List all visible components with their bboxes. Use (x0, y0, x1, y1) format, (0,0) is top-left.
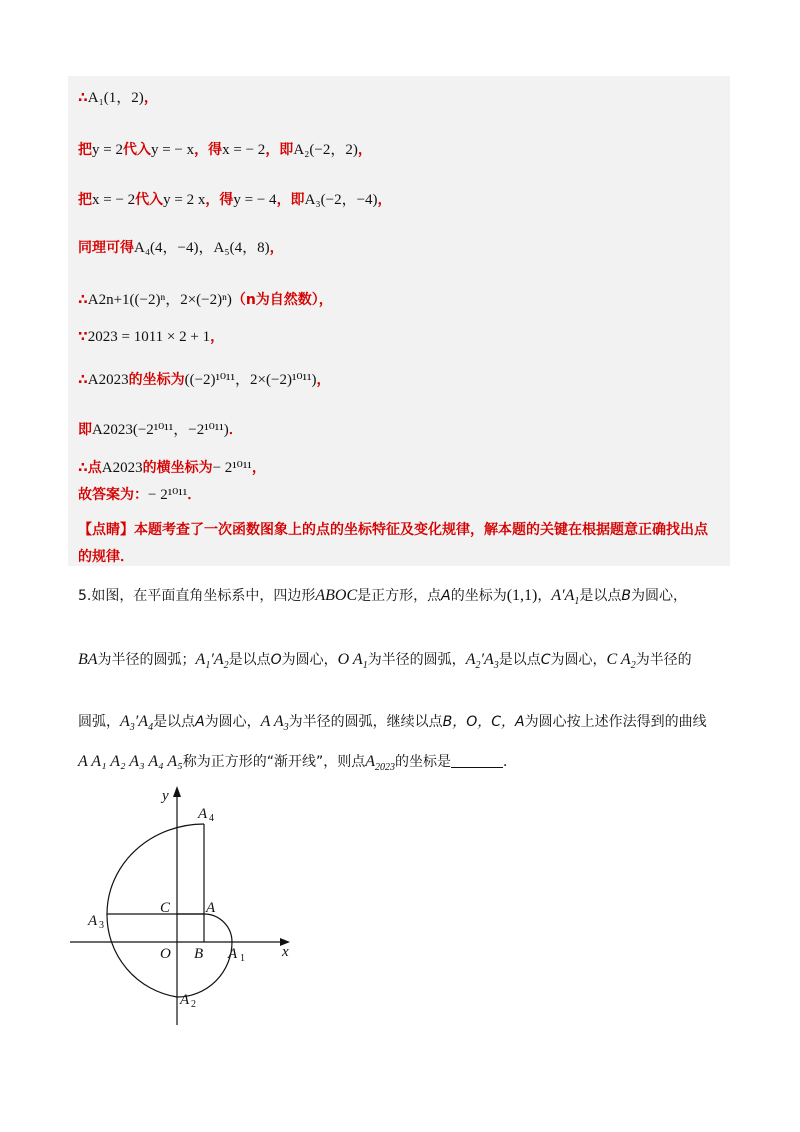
text: ，得 (194, 142, 223, 158)
therefore-symbol: ∴ (78, 90, 88, 106)
math-radius: C $A_2$ (606, 651, 636, 671)
text: 是正方形，点 (357, 588, 442, 604)
y-axis-arrow (173, 786, 181, 797)
arc-A1-A2 (177, 942, 232, 997)
math-expr: − 2¹⁰¹¹ (212, 460, 252, 476)
text: 把 (78, 142, 92, 158)
label-y: y (162, 788, 169, 804)
point-label: B (621, 588, 632, 604)
punct: ． (228, 422, 243, 438)
point-list: B，O，C，A (442, 714, 525, 730)
math-expr: (1,1) (506, 587, 538, 604)
math-a5: A₅(4，8) (213, 240, 270, 256)
label-A3: A (88, 913, 98, 929)
math-expr: y = 2 (92, 142, 123, 158)
math-arc: $A_1'A_2$ (195, 651, 229, 671)
label-A3-sub: 3 (99, 920, 104, 931)
answer-blank[interactable] (451, 753, 503, 768)
math-ba: BA (78, 651, 98, 668)
text: 为圆心， (204, 714, 261, 730)
text: 的坐标为 (128, 372, 185, 388)
solution-line-8 (78, 420, 243, 440)
math-expr: x = − 2 (92, 192, 136, 208)
point-label: A (441, 588, 451, 604)
label-A2-sub: 2 (191, 999, 196, 1010)
text: 称为正方形的“渐开线”，则点 (182, 754, 366, 770)
punct: ， (143, 90, 158, 106)
text: 代入 (135, 192, 164, 208)
math-expr: y = − x (150, 142, 195, 158)
math-a1: A₁(1，2) (87, 90, 144, 106)
text: ，即 (265, 142, 294, 158)
solution-line-10 (78, 485, 201, 505)
punct: ， (316, 372, 331, 388)
point-label: C (540, 652, 551, 668)
question-line-2 (78, 650, 692, 676)
label-x: x (282, 944, 289, 960)
therefore-symbol: ∴ (78, 372, 88, 388)
involute-figure (70, 780, 310, 1030)
punct: ． (503, 754, 518, 770)
punct: ， (357, 142, 372, 158)
solution-line-1 (78, 88, 158, 108)
punct: ， (251, 460, 266, 476)
text: 是以点 (228, 652, 271, 668)
math-a2023: A2023 (87, 372, 129, 388)
text: 圆弧， (78, 714, 120, 730)
text: 为半径的圆弧， (367, 652, 466, 668)
point-label: A (195, 714, 205, 730)
text: 同理可得 (78, 240, 134, 256)
solution-line-5 (78, 290, 333, 310)
text: （n为自然数）， (231, 292, 333, 308)
label-A1: A (228, 946, 238, 962)
math-arc: $A_3'A_4$ (120, 713, 154, 733)
math-expr: x = − 2 (222, 142, 266, 158)
solution-line-2 (78, 140, 372, 160)
label-A2: A (180, 992, 190, 1008)
math-arc: $A'A_1$ (551, 587, 580, 607)
text: 故答案为： (78, 487, 148, 503)
text: 是以点 (579, 588, 622, 604)
text: ∴点 (78, 460, 102, 476)
text: ，得 (205, 192, 234, 208)
solution-line-4: 同理可得A₄(4，−4)，A₅(4，8)， (78, 240, 284, 256)
comment-line-2: 的规律． (78, 549, 134, 565)
math-a2023: A2023(−2¹⁰¹¹，−2¹⁰¹¹) (92, 422, 229, 438)
text: 即 (78, 422, 92, 438)
text: ，即 (276, 192, 305, 208)
label-B: B (194, 946, 204, 962)
label-A: A (206, 900, 216, 916)
math-aboc: ABOC (315, 587, 358, 604)
text: 的坐标为 (450, 588, 507, 604)
question-line-4 (78, 752, 517, 778)
punct: ， (210, 329, 225, 345)
math-expr: y = − 4 (233, 192, 277, 208)
label-A4-sub: 4 (209, 813, 214, 824)
text: 为圆心， (281, 652, 338, 668)
text: 是以点 (153, 714, 196, 730)
math-expr: 2023 = 1011 × 2 + 1 (87, 329, 211, 345)
punct: ． (187, 487, 202, 503)
math-a4: A₄(4，−4) (134, 240, 199, 256)
question-line-1 (78, 586, 687, 612)
math-radius: A $A_3$ (260, 713, 289, 733)
math-a2n1: A2n+1((−2)ⁿ，2×(−2)ⁿ) (87, 292, 232, 308)
label-A1-sub: 1 (240, 953, 245, 964)
text: 为圆心， (550, 652, 607, 668)
math-a2023: $A_{2023}$ (365, 753, 396, 773)
text: 为半径的 (635, 652, 692, 668)
math-expr: ((−2)¹⁰¹¹，2×(−2)¹⁰¹¹) (184, 372, 317, 388)
solution-line-6 (78, 327, 224, 347)
math-expr: y = 2 x (163, 192, 206, 208)
text: 的坐标是 (395, 754, 452, 770)
label-O: O (160, 946, 171, 962)
text: 为圆心， (631, 588, 688, 604)
text: 为半径的圆弧； (97, 652, 196, 668)
question-line-3 (78, 712, 707, 738)
text: 为半径的圆弧，继续以点 (288, 714, 443, 730)
solution-line-3 (78, 190, 392, 210)
text: 5.如图，在平面直角坐标系中，四边形 (78, 588, 316, 604)
label-C: C (160, 900, 171, 916)
math-curve: A A₁ A₂ A₃ A₄ A₅ (78, 753, 183, 770)
punct: ， (269, 240, 284, 256)
solution-line-9 (78, 458, 266, 478)
therefore-symbol: ∴ (78, 292, 88, 308)
label-A4: A (198, 806, 208, 822)
arc-A3-A4 (107, 824, 204, 914)
text: 的横坐标为 (142, 460, 213, 476)
because-symbol: ∵ (78, 329, 88, 345)
text: 是以点 (498, 652, 541, 668)
solution-line-7 (78, 370, 330, 390)
math-expr: − 2¹⁰¹¹ (148, 487, 188, 503)
punct: ， (377, 192, 392, 208)
punct: ， (537, 588, 552, 604)
point-label: O (270, 652, 282, 668)
math-a3: A₃(−2，−4) (304, 192, 378, 208)
text: 把 (78, 192, 92, 208)
text: 为圆心按上述作法得到的曲线 (524, 714, 707, 730)
text: 代入 (122, 142, 151, 158)
arc-A-A1 (204, 914, 232, 942)
math-radius: O $A_1$ (337, 651, 368, 671)
math-arc: $A_2'A_3$ (465, 651, 499, 671)
math-a2: A₂(−2，2) (293, 142, 358, 158)
comment-line-1: 【点睛】本题考查了一次函数图象上的点的坐标特征及变化规律，解本题的关键在根据题意正确找出点 (78, 522, 708, 538)
math-a2023: A2023 (101, 460, 143, 476)
